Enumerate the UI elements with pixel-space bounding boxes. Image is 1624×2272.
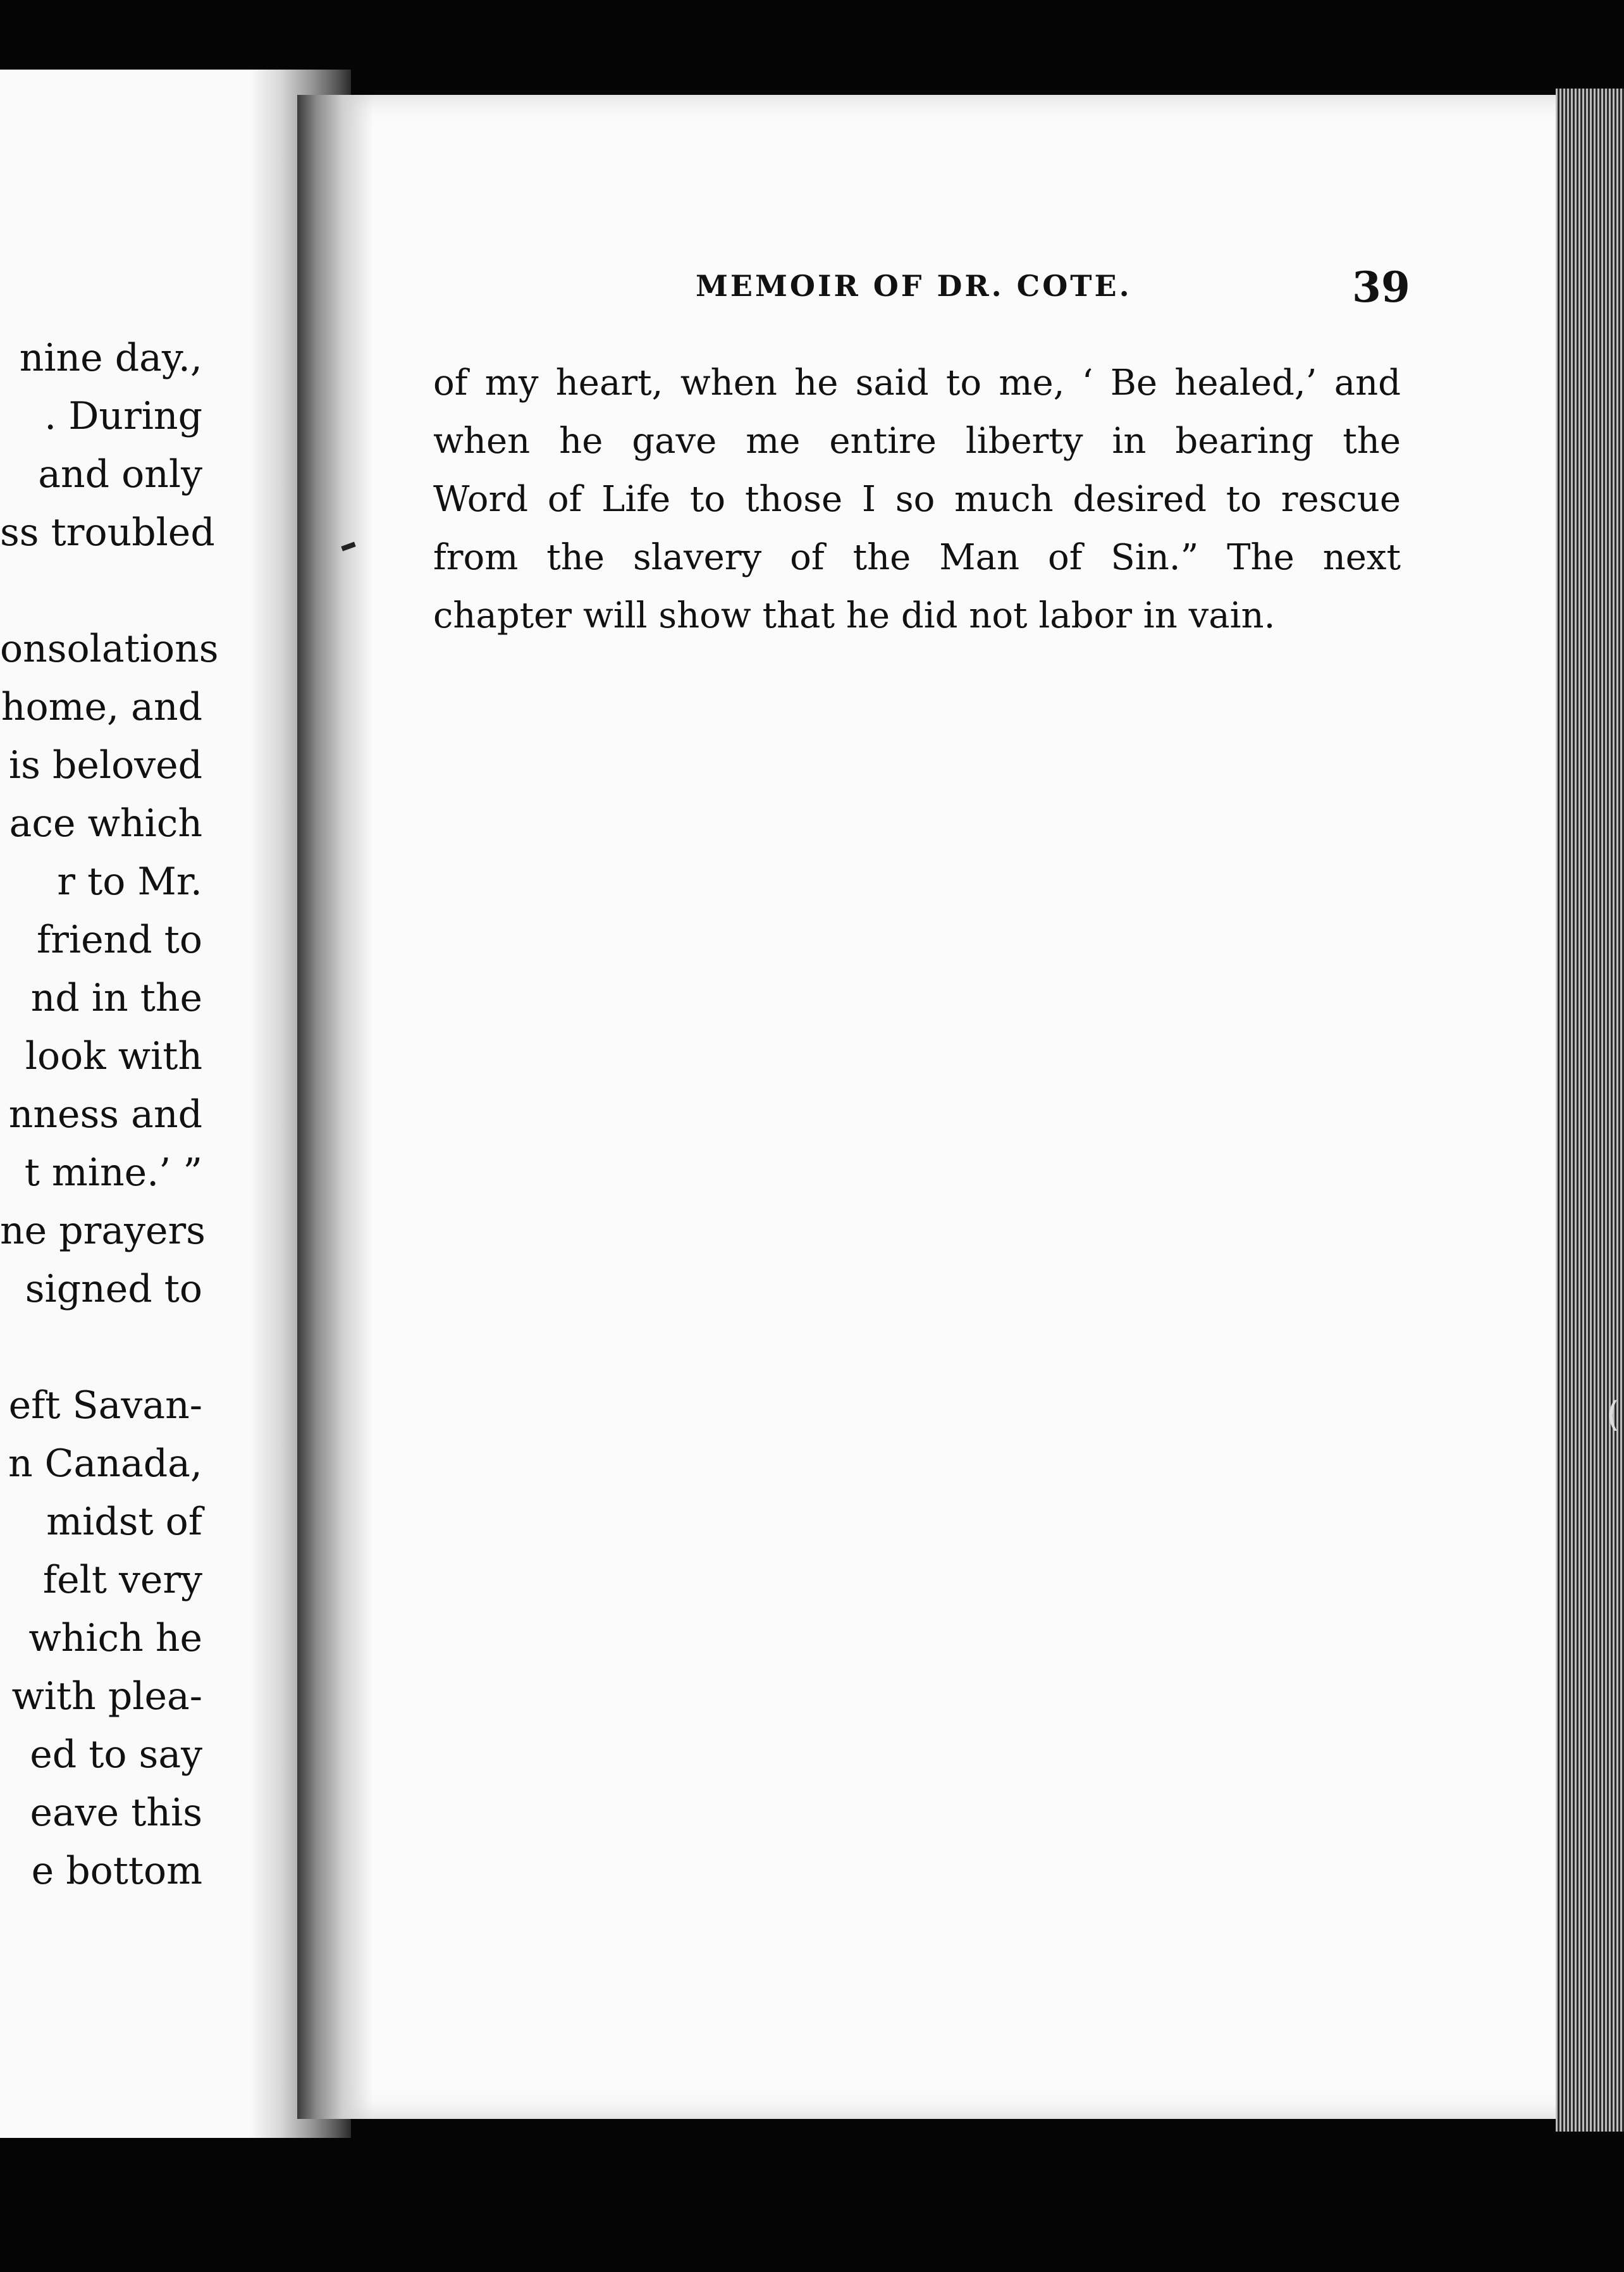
body-line: Word of Life to those I so much desired to rescue <box>433 479 1401 520</box>
left-page-text <box>0 329 219 1900</box>
body-line: when he gave me entire liberty in bearing the <box>433 421 1401 462</box>
left-line-gap <box>0 1318 202 1376</box>
left-line: which he <box>28 1616 202 1660</box>
left-line: n Canada, <box>8 1442 202 1486</box>
left-line: t mine.’ ” <box>24 1151 202 1195</box>
left-line: midst of <box>46 1500 202 1544</box>
left-line: ace which <box>9 801 202 846</box>
left-line: . During <box>44 394 202 438</box>
edge-mark: ( <box>1606 1395 1620 1435</box>
left-line: e bottom <box>31 1849 202 1893</box>
left-line: is beloved <box>8 743 202 787</box>
left-line: nness and <box>8 1092 202 1137</box>
left-line: signed to <box>25 1267 202 1311</box>
left-line: eft Savan- <box>8 1383 202 1428</box>
body-line: from the slavery of the Man of Sin.” The next <box>433 537 1401 578</box>
left-line: home, and <box>1 685 202 729</box>
running-head: MEMOIR OF DR. COTE. <box>696 269 1132 303</box>
left-line: with plea- <box>11 1674 202 1719</box>
left-line: nd in the <box>30 976 202 1020</box>
left-line: ss troubled <box>0 510 215 555</box>
page-number: 39 <box>1352 262 1410 312</box>
left-line: nine day., <box>19 336 202 380</box>
left-line: r to Mr. <box>57 860 202 904</box>
left-line: ne prayers <box>0 1209 206 1253</box>
body-line: chapter will show that he did not labor in vain. <box>433 595 1276 636</box>
left-line-gap <box>0 562 202 620</box>
left-line: felt very <box>42 1558 202 1602</box>
body-line: of my heart, when he said to me, ‘ Be healed,’ and <box>433 362 1401 404</box>
left-line: onsolations <box>0 627 219 671</box>
page-edges <box>1556 89 1624 2132</box>
left-line: friend to <box>37 918 202 962</box>
left-line: ed to say <box>30 1732 202 1777</box>
left-line: and only <box>38 452 202 497</box>
right-gutter-shadow <box>297 95 373 2119</box>
left-line: eave this <box>30 1791 202 1835</box>
left-line: look with <box>25 1034 202 1078</box>
body-text <box>433 354 1401 645</box>
